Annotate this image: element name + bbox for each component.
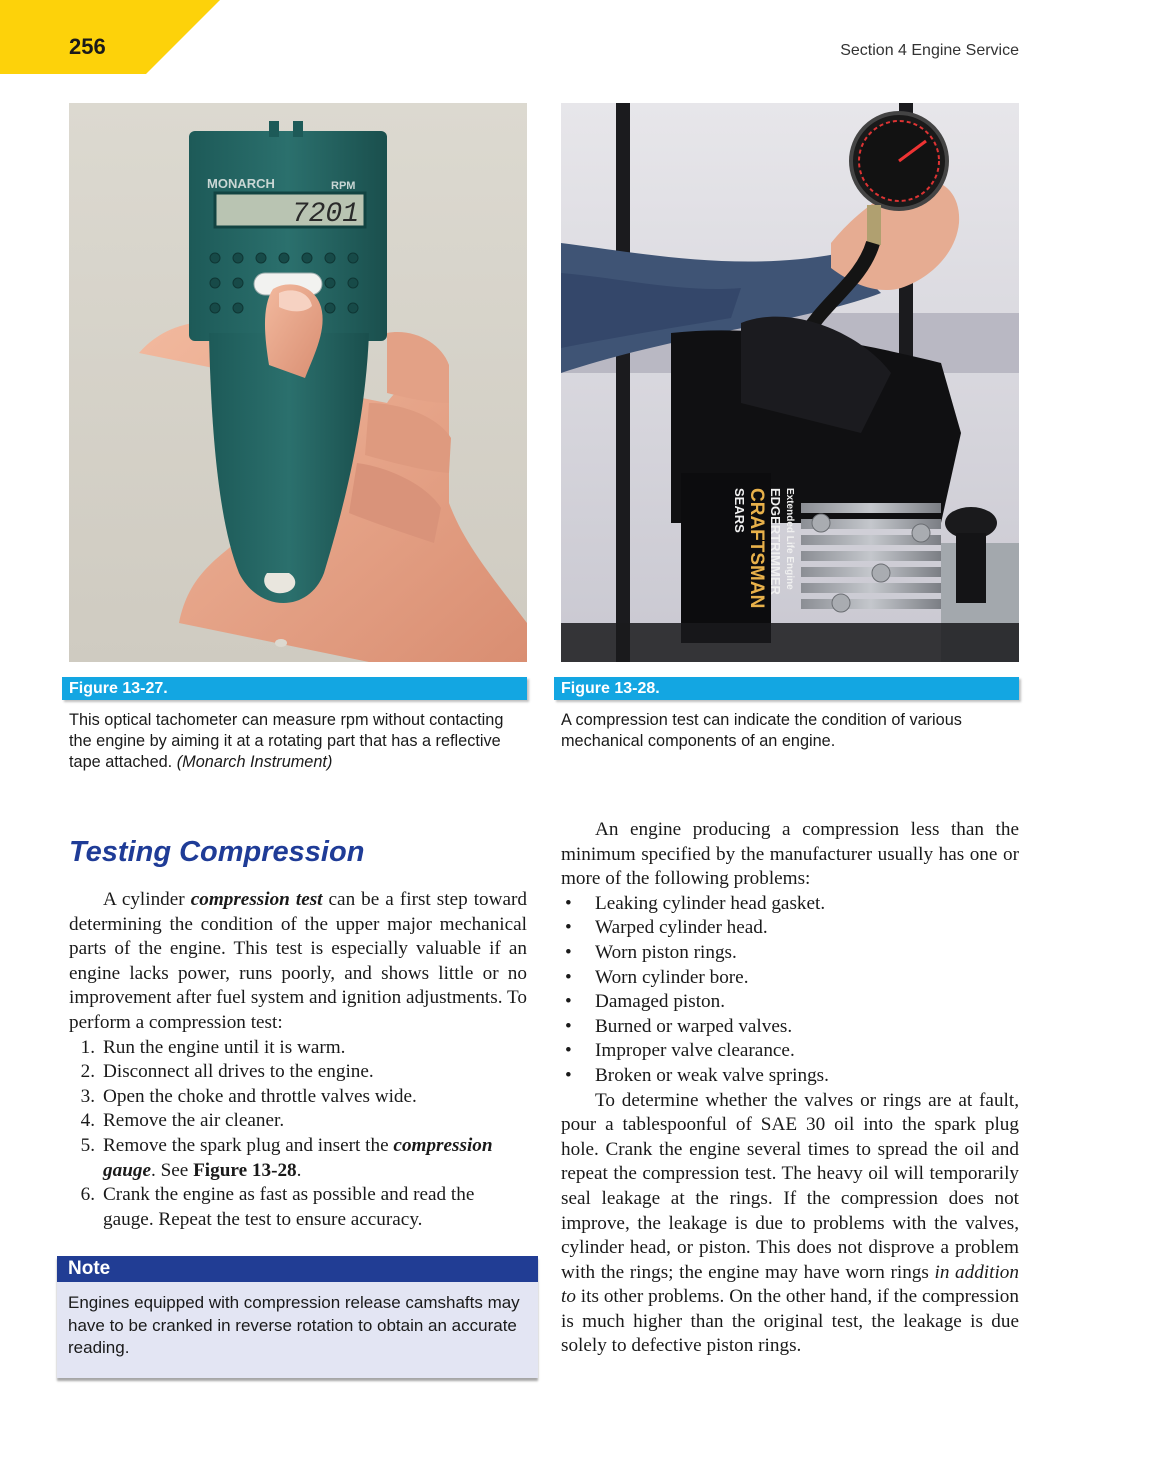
caption-credit: (Monarch Instrument) <box>176 753 333 771</box>
list-item: • Warped cylinder head. <box>565 917 768 939</box>
engine-model: EDGERTRIMMER <box>768 488 783 595</box>
figure-13-28-photo <box>561 103 1019 662</box>
emphasis-in-addition-to: in addition to <box>561 1261 1019 1308</box>
figure-13-27-photo <box>69 103 527 662</box>
page-number: 256 <box>69 34 106 59</box>
step-item: 1. Run the engine until it is warm. <box>80 1036 346 1058</box>
tachometer-unit: RPM <box>331 180 356 192</box>
term-compression-gauge: compression gauge <box>103 1134 493 1181</box>
list-item: • Broken or weak valve springs. <box>565 1064 829 1086</box>
step-item: 2. Disconnect all drives to the engine. <box>80 1061 374 1083</box>
list-item: • Burned or warped valves. <box>565 1015 793 1037</box>
list-item: • Damaged piston. <box>565 991 726 1013</box>
note-text: Engines equipped with compression release camshafts may have to be cranked in reverse rotation to obtain an accurate reading. <box>68 1293 520 1357</box>
oil-test-paragraph: To determine whether the valves or rings are at fault, pour a tablespoonful of SAE 30 oil into the spark plug hole. Crank the engine several times to spread the oil and repeat the compression test. The heavy oil will temporarily seal leakage at the rings. If the compression does not improve, the leakage is due to problems with the valves, cylinder head, or piston. This does not disprove a problem with the rings; the engine may have worn rings in addition to its other problems. On the other hand, if the compression is much higher than the original test, the leakage is due solely to defective piston rings. <box>561 1089 1019 1357</box>
step-item: 4. Remove the air cleaner. <box>80 1110 285 1132</box>
list-item: • Leaking cylinder head gasket. <box>565 892 826 914</box>
tachometer-brand: MONARCH <box>207 176 275 191</box>
intro-paragraph: A cylinder compression test can be a first step toward determining the condition of the upper major mechanical parts of the engine. This test is especially valuable if an engine lacks power, runs poorly, and shows little or no improvement after fuel system and ignition adjustments. To perform a compression test: <box>69 889 527 1033</box>
step-item: 6. Crank the engine as fast as possible and read the gauge. Repeat the test to ensure accuracy. <box>80 1184 475 1230</box>
procedure-steps <box>69 1036 527 1233</box>
tachometer-reading: 7201 <box>291 199 359 230</box>
step-item: 5. Remove the spark plug and insert the compression gauge. See Figure 13-28. <box>80 1134 493 1181</box>
caption-text: This optical tachometer can measure rpm without contacting the engine by aiming it at a rotating part that has a reflective tape attached. <box>69 711 504 771</box>
running-header: Section 4 Engine Service <box>840 42 1019 59</box>
section-title: Testing Compression <box>69 836 365 868</box>
list-item: • Improper valve clearance. <box>565 1040 795 1062</box>
page-corner-tab <box>0 0 220 74</box>
left-column <box>69 888 527 1232</box>
problems-intro: An engine producing a compression less than the minimum specified by the manufacturer usually has one or more of the following problems: <box>561 819 1019 890</box>
step-item: 3. Open the choke and throttle valves wide. <box>80 1085 417 1107</box>
engine-brand-sears: SEARS <box>732 488 747 533</box>
note-title: Note <box>57 1256 538 1282</box>
figure-13-28-label: Figure 13-28. <box>554 677 1019 700</box>
term-compression-test: compression test <box>190 889 323 910</box>
figure-13-27-caption <box>69 710 529 773</box>
engine-tagline: Extended Life Engine <box>784 488 795 590</box>
figure-13-28-caption: A compression test can indicate the condition of various mechanical components of an engine. <box>561 711 962 750</box>
engine-brand-craftsman: CRAFTSMAN <box>746 488 767 609</box>
problems-list <box>561 892 1019 1089</box>
right-column <box>561 818 1019 1359</box>
figure-reference: Figure 13-28 <box>193 1159 297 1181</box>
note-box <box>57 1256 538 1378</box>
figure-13-27-label: Figure 13-27. <box>62 677 527 700</box>
list-item: • Worn cylinder bore. <box>565 966 749 988</box>
list-item: • Worn piston rings. <box>565 941 737 963</box>
